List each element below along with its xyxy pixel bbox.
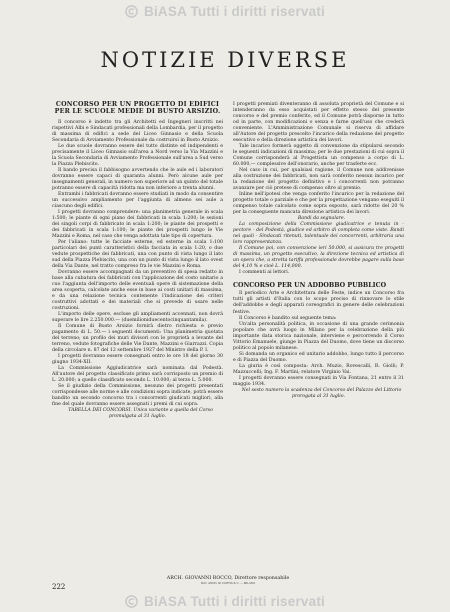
article1-cont-paragraph: I commenti ai lettori. <box>239 270 290 276</box>
article1-paragraph: Entrambi i fabbricati dovranno essere studiati in modo da consentire un successivo ampliamento per l'aggiunta di almeno sei aule a ciascuno degli edifici. <box>52 191 223 209</box>
article2-paragraph: Il periodico Arte e Architettura delle Feste, indice un Concorso fra tutti gli artisti d'Italia con lo scopo preciso di rinnovare lo stile dell'addobbo e degli apparati coreografici in genere delle celebrazioni festive. <box>233 291 404 315</box>
watermark-bottom <box>0 590 450 612</box>
article1-cont-note: Bandi da segnalare. <box>297 216 346 222</box>
watermark-top <box>0 0 450 22</box>
article1-paragraph: I progetti dovranno essere consegnati entro le ore 18 del giorno 30 giugno 1934-XII. <box>52 354 223 366</box>
left-column <box>52 102 223 420</box>
right-column <box>233 102 404 400</box>
article2-heading: CONCORSO PER UN ADDOBBO PUBBLICO <box>233 282 387 290</box>
copyright-icon <box>125 595 138 608</box>
article2-paragraph: I progetti dovranno essere consegnati in Via Fontana, 21 entro il 31 maggio 1934. <box>233 375 404 387</box>
article1-paragraph: I progetti dovranno comprendere: una planimetria generale in scala 1:500; le piante di ogni piano dei fabbricati in scala 1:200; le sezioni dei singoli corpi di fabbricato in scala 1:200; le piante dei prospetti e dei fabbricati in scala 1:100; le piante dei prospetti lungo le Vie Mazzini e Roma, nel caso che venga adottata tale tipo di copertura. <box>52 209 223 239</box>
article1-paragraph: Dovranno essere accompagnati da un preventivo di spesa redatto in base alla cubatura dei fabbricati con l'applicazione del costo unitario a cuo l'aggiunta dell'importo delle eventuali opere di sistemazione della area scoperta, calcolate anche esse in base ai costi unitari di massima, e da una relazione tecnica contenente l'indicazione dei criteri costruttivi adottati e dei materiali che si prevede di usare nelle costruzioni. <box>52 269 223 312</box>
article1-paragraph: Il concorso è indetto tra gli Architetti ed Ingegneri inscritti nei rispettivi Albi e Sindacati professionali della Lombardia, per il progetto di massima di edifici a sede del Liceo Ginnasio e della Scuola Secondaria di Avviamento Professionale da costruirsi in Busto Arsizio. <box>52 119 223 143</box>
article2-paragraph: Il Concorso è bandito sul seguente tema: <box>239 315 337 321</box>
article2-paragraph: Si domanda un organico ed unitario addobbo, lungo tutto il percorso e di Piazza del Duomo. <box>233 351 404 363</box>
article2-paragraph: La giuria è così composta: Arch. Muzio, Rovescalli, R. Giolli; P. Mazzuccelli; Ing. F. Martini; relatore Virginio Vai. <box>233 363 404 375</box>
article1-paragraph: Il Comune di Busto Arsizio fornirà dietro richiesta e previo pagamento di L. 50.— i seguenti documenti: Una planimetria quotata del terreno; un profilo dei muri divisori con le proprietà a levante del terreno, vedute fotografiche delle Vie Dante, Mazzini e Giarrazzi. Copia della circolare n. 87 del 12 settembre 1927 del Ministro della P. I. <box>52 324 223 354</box>
article1-cont-paragraph: Il Comune poi, con convenzione ieri 50.000, si assicura tre progetti di massima, un progetto esecutivo, la direzione tecnica ed artistica di un opera che, a stretta tariffa professionale dovrebbe pagare sulla base del 4,10 % e cioè L. 114,000. <box>233 246 404 270</box>
article1-heading: CONCORSO PER UN PROGETTO DI EDIFICI PER LE SCUOLE MEDIE DI BUSTO ARSIZIO. <box>54 101 221 115</box>
article1-cont-paragraph: La composizione della Commissione giudicatrice e tenuta in - pectore - del Podestà, giudice ed arbitro di completa come viste. Bandi nei quali - Sindacati ritenuti, talentuale dei concorrenti, arbitraria una loro rappresentanza. <box>233 222 404 246</box>
article1-cont-paragraph: Inline nell'ipotesi che venga conferito l'incarico per la redazione del progetto totale o parziale e che per la progettazione vengano eseguiti il compenso totale calcolato come sopra esposto, sarà ridotto del 20 % per la conseguente mancata direzione artistica dei lavori. <box>233 192 404 216</box>
article1-paragraph: Per l'aliano: tutte le facciate esterne, ed esterne in scala 1:100 particolari dei punti caratteristici della facciata in scala 1:20, o due vedute prospettiche dei fabbricati, una con punto di vista lungo il lato sud della Piazza Plebiscito, una con un punto di vista lungo il lato ovest della Via Dante, nel tratto compreso fra le vie Mazzini e Roma. <box>52 239 223 269</box>
article1-paragraph: Le due scuole dovranno essere del tutto distinte ed indipendenti e precisamente il Liceo Ginnasio sull'area a Nord verso la Via Mazzini e la Scuola Secondaria di Avviamento Professionale sull'area a Sud verso la Piazza Plebiscito. <box>52 143 223 167</box>
article1-paragraph: L'importo delle opere, escluse gli ampliamenti accennati, non dovrà superare le lire 2.250.000.— (duemilioniduecentocinquantamila). <box>52 312 223 324</box>
printer-line: SOC. ANON. DI CURTIS & C. — MILANO <box>200 582 256 585</box>
article1-note: TABELLA DEI CONCORSI. Unica variante a quella del Corso promulgata al 31 luglio. <box>68 408 213 420</box>
article2-paragraph: Un'alta personalità politica, in occasione di una grande cerimonia popolare che avrà luogo in Milano per la celebrazione della più importante data storica nazionale, interviene e percorrendo il Corso Vittorio Emanuele, giunge in Piazza del Duomo, dove tiene un discorso politico al popolo milanese. <box>233 321 404 351</box>
copyright-icon <box>125 5 138 18</box>
editor-line: ARCH. GIOVANNI ROCCO, Direttore responsabile <box>166 576 290 581</box>
page-number: 222 <box>52 583 66 591</box>
page-title: NOTIZIE DIVERSE <box>100 48 350 72</box>
article2-note: Nel sesto numero la scadenza del Concorso del Palazzo del Littorio prorogata al 31 luglio. <box>241 387 402 399</box>
article1-paragraph: Il bando precisa il fabbisogno avvertendo che le aule ed i laboratori dovranno essere capaci di quaranta alunni. Però alcune aule per insegnamenti generali, in numero non superiore ad un quinto del totale potranno essere di capacità ridotta ma non inferiore a trenta alunni. <box>52 167 223 191</box>
watermark-text: BiASA Tutti i diritti riservati <box>144 3 325 19</box>
article1-cont-paragraph: Nel caso in cui, per qualsiasi ragione, il Comune non addivenisse alla costruzione dei fabbricati, non sarà conferito nessun incarico per la redazione del progetto definitivo e i concorrenti non potranno avanzare per ciò pretese di compenso oltre al premio. <box>233 168 404 192</box>
article1-cont-paragraph: Tale incarico formerà oggetto di convenzione da stipularsi secondo le seguenti indicazioni di massima; per le due prestazioni di cui sopra il Comune corrisponderà al Progettista un compenso a corpo di L. 60.000,— complessive dell'onorario, anche per trasferte ecc. <box>233 144 404 168</box>
watermark-text: BiASA Tutti i diritti riservati <box>144 593 325 609</box>
article1-paragraph: Se il giudizio della Commissione, nessuno dei progetti presentati corrispondesse alle norme e alle condizioni sopra indicate, potrà essere bandito un secondo concorso tra i concorrenti giudicati migliori, alla fine del quale dovranno essere assegnati i premi di cui sopra. <box>52 384 223 408</box>
article1-paragraph: La Commissione Aggiudicatrice sarà nominata dal Podestà. All'autore del progetto classificato primo sarà corrisposto un premio di L. 20.000; a quello classificato secondo L. 10.000; al terzo L. 5.000. <box>52 366 223 384</box>
article1-cont-paragraph: I progetti premiati diventeranno di assoluta proprietà del Comune e si intenderanno da esso acquistati per effetto stesso del presente concorso e del premio conferito, ed il Comune potrà disporne in tutto od in parte, con modificazioni o senza e farne quell'uso che crederà conveniente. L'Amministrazione Comunale si riserva di affidare all'Autore del progetto prescelto l'incarico della redazione del progetto esecutivo e della direzione artistica dei lavori. <box>233 102 404 144</box>
